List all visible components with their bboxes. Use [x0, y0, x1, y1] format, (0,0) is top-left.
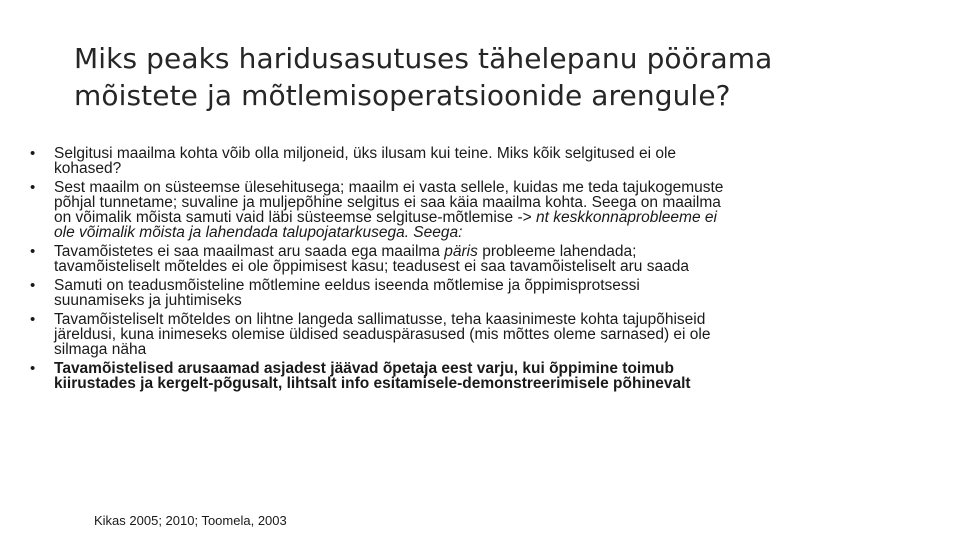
bullet-text: [54, 312, 935, 357]
bullet-list: [30, 146, 935, 395]
bullet-item-1: [30, 146, 935, 176]
bullet-symbol: •: [30, 179, 36, 196]
bullet-text-normal: Tavamõistetes ei saa maailmast aru saada ega maailma: [54, 243, 445, 260]
bullet-line: tavamõisteliselt mõteldes ei ole õppimisest kasu; teadusest ei saa tavamõisteliselt aru saada: [54, 258, 689, 275]
bullet-line: suunamiseks ja juhtimiseks: [54, 292, 242, 309]
slide-title-line-2: mõistete ja mõtlemisoperatsioonide arengule?: [74, 79, 731, 112]
bullet-item-5: [30, 312, 935, 357]
slide-title: [74, 40, 934, 114]
bullet-line: Tavamõisteliselt mõteldes on lihtne langeda sallimatusse, teha kaasinimeste kohta tajupõhiseid: [54, 311, 706, 328]
bullet-text-normal: probleeme lahendada;: [477, 243, 637, 260]
bullet-line: põhjal tunnetame; suvaline ja muljepõhine selgitus ei saa käia maailma kohta. Seega on maailma: [54, 194, 721, 211]
bullet-symbol: •: [30, 277, 36, 294]
bullet-text-italic: ole võimalik mõista ja lahendada talupojatarkusega. Seega:: [54, 224, 463, 241]
bullet-symbol: •: [30, 360, 36, 377]
bullet-item-3: [30, 244, 935, 274]
bullet-line: [54, 225, 935, 240]
bullet-line: [54, 244, 935, 259]
bullet-symbol: •: [30, 243, 36, 260]
bullet-text-normal: on võimalik mõista samuti vaid läbi süsteemse selgituse-mõtlemise ->: [54, 209, 536, 226]
bullet-line: [54, 210, 935, 225]
bullet-line: kiirustades ja kergelt-põgusalt, lihtsalt info esitamisele-demonstreerimisele põhinevalt: [54, 375, 691, 392]
bullet-symbol: •: [30, 311, 36, 328]
slide-title-line-1: Miks peaks haridusasutuses tähelepanu pöörama: [74, 42, 773, 75]
bullet-text: [54, 180, 935, 240]
bullet-line: järeldusi, kuna inimeseks olemise üldised seaduspärasused (mis mõttes oleme sarnased) ei ole: [54, 326, 711, 343]
bullet-line: kohased?: [54, 160, 122, 177]
citation: Kikas 2005; 2010; Toomela, 2003: [94, 513, 287, 528]
bullet-item-6: [30, 361, 935, 391]
bullet-text-italic: päris: [444, 243, 478, 260]
bullet-line: Selgitusi maailma kohta võib olla miljoneid, üks ilusam kui teine. Miks kõik selgitused ei ole: [54, 145, 677, 162]
bullet-line: Tavamõistelised arusaamad asjadest jäävad õpetaja eest varju, kui õppimine toimub: [54, 360, 674, 377]
bullet-item-2: [30, 180, 935, 240]
bullet-text: [54, 278, 935, 308]
bullet-symbol: •: [30, 145, 36, 162]
bullet-text-italic: nt keskkonnaprobleeme ei: [535, 209, 717, 226]
bullet-line: silmaga näha: [54, 341, 147, 358]
bullet-line: Samuti on teadusmõisteline mõtlemine eeldus iseenda mõtlemise ja õppimisprotsessi: [54, 277, 640, 294]
bullet-item-4: [30, 278, 935, 308]
bullet-text: [54, 361, 935, 391]
bullet-line: Sest maailm on süsteemse ülesehitusega; maailm ei vasta sellele, kuidas me teda tajukogemuste: [54, 179, 724, 196]
bullet-text: [54, 244, 935, 274]
bullet-text: [54, 146, 935, 176]
